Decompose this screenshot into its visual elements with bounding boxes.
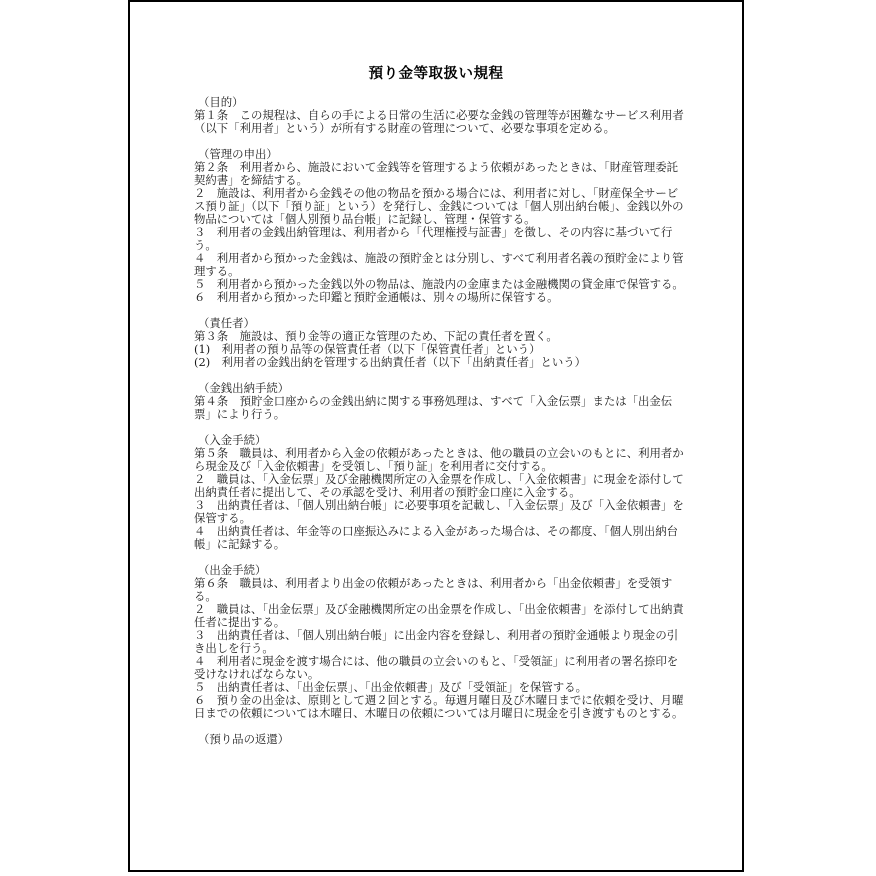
article-paragraph: ２ 職員は、「出金伝票」及び金融機関所定の出金票を作成し、「出金依頼書」を添付して出納責任者に提出する。 [194,602,684,629]
article-paragraph: ２ 施設は、利用者から金銭その他の物品を預かる場合には、利用者に対し、「財産保全サービス預り証」（以下「預り証」という）を発行し、金銭については「個人別出納台帳」、金銭以外の物品については「個人別預り品台帳」に記録し、管理・保管する。 [194,186,684,226]
section-heading: （金銭出納手続） [198,381,290,395]
document-page [128,0,744,872]
article-paragraph: ６ 預り金の出金は、原則として週２回とする。毎週月曜日及び木曜日までに依頼を受け、月曜日までの依頼については木曜日、木曜日の依頼については月曜日に現金を引き渡すものとする。 [194,693,684,720]
article-paragraph: 第６条 職員は、利用者より出金の依頼があったときは、利用者から「出金依頼書」を受領する。 [194,576,673,603]
article-paragraph: ４ 利用者から預かった金銭は、施設の預貯金とは分別し、すべて利用者名義の預貯金により管理する。 [194,251,684,278]
article-paragraph: ３ 出納責任者は、「個人別出納台帳」に必要事項を記載し、「入金伝票」及び「入金依頼書」を保管する。 [194,498,684,525]
article-paragraph: 第１条 この規程は、自らの手による日常の生活に必要な金銭の管理等が困難なサービス利用者（以下「利用者」という）が所有する財産の管理について、必要な事項を定める。 [194,108,684,135]
article-paragraph: ４ 利用者に現金を渡す場合には、他の職員の立会いのもと、「受領証」に利用者の署名捺印を受けなければならない。 [194,654,679,681]
section-heading: （預り品の返還） [198,732,290,746]
section-withdrawal-procedure [194,564,688,720]
article-paragraph: 第４条 預貯金口座からの金銭出納に関する事務処理は、すべて「入金伝票」または「出金伝票」により行う。 [194,394,673,421]
article-paragraph: ４ 出納責任者は、年金等の口座振込みによる入金があった場合は、その都度、「個人別出納台帳」に記録する。 [194,524,678,551]
article-paragraph: ２ 職員は、「入金伝票」及び金融機関所定の入金票を作成し、「入金依頼書」に現金を添付して出納責任者に提出して、その承認を受け、利用者の預貯金口座に入金する。 [194,472,684,499]
article-paragraph: 第５条 職員は、利用者から入金の依頼があったときは、他の職員の立会いのもとに、利用者から現金及び「入金依頼書」を受領し、「預り証」を利用者に交付する。 [194,446,684,473]
section-heading: （目的） [198,95,244,109]
section-heading: （管理の申出） [198,147,278,161]
section-cash-procedure [194,382,688,421]
section-heading: （責任者） [198,316,255,330]
section-heading: （出金手続） [198,563,267,577]
article-paragraph: 第３条 施設は、預り金等の適正な管理のため、下記の責任者を置く。 [194,329,558,343]
section-management-request [194,148,688,304]
section-deposit-procedure [194,434,688,551]
article-paragraph: (1) 利用者の預り品等の保管責任者（以下「保管責任者」という） [194,342,541,356]
section-purpose [194,96,688,135]
document-title: 預り金等取扱い規程 [368,66,504,82]
article-paragraph: 第２条 利用者から、施設において金銭等を管理するよう依頼があったときは、「財産管理委託契約書」を締結する。 [194,160,678,187]
article-paragraph: ５ 出納責任者は、「出金伝票」、「出金依頼書」及び「受領証」を保管する。 [194,680,587,694]
section-responsible-person [194,317,688,369]
article-paragraph: (2) 利用者の金銭出納を管理する出納責任者（以下「出納責任者」という） [194,355,587,369]
article-paragraph: ５ 利用者から預かった金銭以外の物品は、施設内の金庫または金融機関の貸金庫で保管する。 [194,277,684,291]
section-item-return [194,733,688,746]
article-paragraph: ３ 出納責任者は、「個人別出納台帳」に出金内容を登録し、利用者の預貯金通帳より現金の引き出しを行う。 [194,628,679,655]
article-paragraph: ３ 利用者の金銭出納管理は、利用者から「代理権授与証書」を徴し、その内容に基づいて行う。 [194,225,673,252]
section-heading: （入金手続） [198,433,267,447]
document-body [194,96,688,759]
article-paragraph: ６ 利用者から預かった印鑑と預貯金通帳は、別々の場所に保管する。 [194,290,559,304]
